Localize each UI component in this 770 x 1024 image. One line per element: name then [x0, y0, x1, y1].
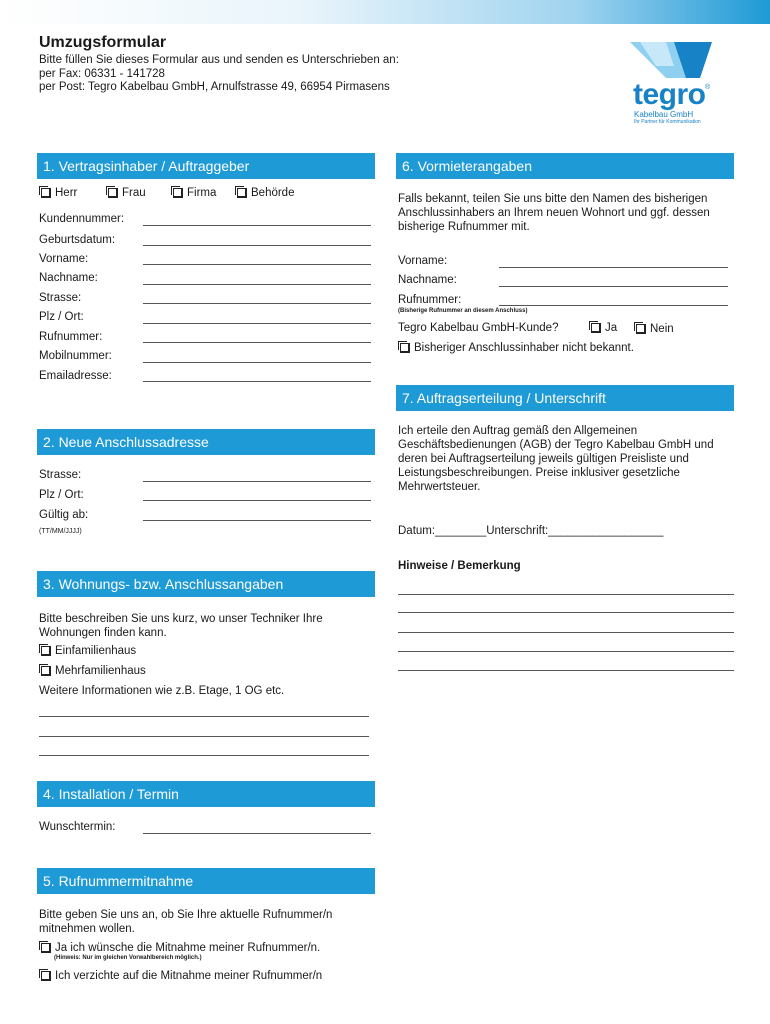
- field-kundennummer[interactable]: [143, 225, 371, 226]
- section-4-header: 4. Installation / Termin: [37, 781, 375, 807]
- intro-post: per Post: Tegro Kabelbau GmbH, Arnulfstrasse 49, 66954 Pirmasens: [39, 81, 390, 93]
- remarks-line-3[interactable]: [398, 632, 734, 633]
- checkbox-label: Behörde: [251, 187, 295, 199]
- checkbox-einfamilienhaus[interactable]: [41, 645, 136, 657]
- intro-line: Bitte füllen Sie dieses Formular aus und senden es Unterschrieben an:: [39, 54, 399, 66]
- checkbox-herr[interactable]: [41, 187, 77, 199]
- checkbox-label: Nein: [650, 323, 674, 335]
- checkbox-icon: [41, 646, 51, 656]
- label-vorname: Vorname:: [39, 253, 89, 265]
- label-kundennummer: Kundennummer:: [39, 213, 125, 225]
- field-strasse[interactable]: [143, 303, 371, 304]
- checkbox-icon: [173, 188, 183, 198]
- checkbox-label: Frau: [122, 187, 146, 199]
- checkbox-mitnahme-verzicht[interactable]: [41, 970, 322, 982]
- mitnahme-hint: (Hinweis: Nur im gleichen Vorwahlbereich möglich.): [54, 955, 202, 961]
- field-wunschtermin[interactable]: [143, 833, 371, 834]
- checkbox-label: Ja: [605, 322, 618, 334]
- remarks-line-4[interactable]: [398, 651, 734, 652]
- checkbox-label: Herr: [55, 187, 78, 199]
- logo-subtitle: Kabelbau GmbH: [634, 110, 694, 119]
- date-format-hint: (TT/MM/JJJJ): [39, 528, 82, 535]
- field-info-line-1[interactable]: [39, 716, 369, 717]
- section-3-header: 3. Wohnungs- bzw. Anschlussangaben: [37, 571, 375, 597]
- section-6-text: Falls bekannt, teilen Sie uns bitte den Namen des bisherigen Anschlussinhabers an Ihrem neuen Wohnort und ggf. dessen bisherige Rufnummer mit.: [398, 193, 710, 233]
- remarks-line-5[interactable]: [398, 670, 734, 671]
- checkbox-behoerde[interactable]: [237, 187, 294, 199]
- section-5-header: 5. Rufnummermitnahme: [37, 868, 375, 894]
- label-emailadresse: Emailadresse:: [39, 370, 112, 382]
- intro-fax: per Fax: 06331 - 141728: [39, 67, 165, 80]
- checkbox-icon: [41, 666, 51, 676]
- checkbox-icon: [591, 323, 601, 333]
- checkbox-label: Mehrfamilienhaus: [55, 665, 146, 677]
- remarks-line-2[interactable]: [398, 612, 734, 613]
- field-emailadresse[interactable]: [143, 381, 371, 382]
- checkbox-icon: [636, 324, 646, 334]
- checkbox-kunde-ja[interactable]: [591, 322, 617, 334]
- label-vormieter-nachname: Nachname:: [398, 274, 457, 286]
- logo-registered: ®: [705, 84, 711, 91]
- field-info-line-2[interactable]: [39, 736, 369, 737]
- field-vormieter-rufnummer[interactable]: [499, 305, 728, 306]
- checkbox-kunde-nein[interactable]: [636, 323, 674, 335]
- checkbox-label: Firma: [187, 187, 217, 199]
- label-plz-ort: Plz / Ort:: [39, 311, 84, 323]
- checkbox-icon: [237, 188, 247, 198]
- section-1-header: 1. Vertragsinhaber / Auftraggeber: [37, 153, 375, 179]
- field-vormieter-vorname[interactable]: [499, 267, 728, 268]
- field-neue-plz-ort[interactable]: [143, 500, 371, 501]
- label-nachname: Nachname:: [39, 272, 98, 284]
- label-neue-plz-ort: Plz / Ort:: [39, 489, 84, 501]
- section-7-text: Ich erteile den Auftrag gemäß den Allgemeinen Geschäftsbedienungen (AGB) der Tegro Kabelbau GmbH und deren bei Auftragserteilung jeweils gültigen Preisliste und Leistungsbeschreibungen. Preise inklusiver gesetzliche Mehrwertsteuer.: [398, 425, 714, 493]
- label-kunde: Tegro Kabelbau GmbH-Kunde?: [398, 322, 559, 334]
- checkbox-firma[interactable]: [173, 187, 216, 199]
- field-geburtsdatum[interactable]: [143, 245, 371, 246]
- field-neue-strasse[interactable]: [143, 481, 371, 482]
- intro-text: [39, 54, 399, 95]
- logo-tagline: Ihr Partner für Kommunikation: [634, 119, 701, 125]
- label-vormieter-vorname: Vorname:: [398, 255, 448, 267]
- remarks-heading: Hinweise / Bemerkung: [398, 560, 521, 572]
- remarks-line-1[interactable]: [398, 594, 734, 595]
- checkbox-mitnahme-ja[interactable]: [41, 942, 320, 954]
- field-info-line-3[interactable]: [39, 755, 369, 756]
- field-rufnummer[interactable]: [143, 342, 371, 343]
- signature-line[interactable]: Datum:________Unterschrift:__________________: [398, 525, 664, 537]
- label-gueltig-ab: Gültig ab:: [39, 509, 89, 521]
- weitere-info-label: Weitere Informationen wie z.B. Etage, 1 OG etc.: [39, 685, 285, 697]
- top-gradient-bar: [0, 0, 770, 24]
- checkbox-icon: [41, 971, 51, 981]
- label-neue-strasse: Strasse:: [39, 469, 82, 481]
- label-wunschtermin: Wunschtermin:: [39, 821, 116, 833]
- field-mobilnummer[interactable]: [143, 362, 371, 363]
- checkbox-label: Bisheriger Anschlussinhaber nicht bekannt.: [414, 342, 634, 354]
- rufnummer-hint: (Bisherige Rufnummer an diesem Anschluss): [398, 308, 528, 314]
- checkbox-icon: [108, 188, 118, 198]
- label-strasse: Strasse:: [39, 292, 82, 304]
- section-5-text: Bitte geben Sie uns an, ob Sie Ihre aktuelle Rufnummer/n mitnehmen wollen.: [39, 909, 333, 935]
- checkbox-mehrfamilienhaus[interactable]: [41, 665, 146, 677]
- checkbox-label: Ja ich wünsche die Mitnahme meiner Rufnummer/n.: [55, 942, 321, 954]
- logo-wordmark: tegro: [633, 78, 706, 111]
- section-7-header: 7. Auftragserteilung / Unterschrift: [396, 385, 734, 411]
- checkbox-nicht-bekannt[interactable]: [400, 342, 634, 354]
- field-vormieter-nachname[interactable]: [499, 286, 728, 287]
- checkbox-frau[interactable]: [108, 187, 146, 199]
- section-3-text: Bitte beschreiben Sie uns kurz, wo unser Techniker Ihre Wohnungen finden kann.: [39, 613, 323, 639]
- section-6-header: 6. Vormieterangaben: [396, 153, 734, 179]
- checkbox-label: Ich verzichte auf die Mitnahme meiner Rufnummer/n: [55, 970, 323, 982]
- checkbox-icon: [41, 943, 51, 953]
- section-2-header: 2. Neue Anschlussadresse: [37, 429, 375, 455]
- field-gueltig-ab[interactable]: [143, 520, 371, 521]
- field-vorname[interactable]: [143, 264, 371, 265]
- checkbox-icon: [400, 343, 410, 353]
- page-title: Umzugsformular: [39, 34, 167, 51]
- label-geburtsdatum: Geburtsdatum:: [39, 234, 116, 246]
- checkbox-icon: [41, 188, 51, 198]
- label-mobilnummer: Mobilnummer:: [39, 350, 112, 362]
- field-nachname[interactable]: [143, 284, 371, 285]
- field-plz-ort[interactable]: [143, 323, 371, 324]
- checkbox-label: Einfamilienhaus: [55, 645, 137, 657]
- label-rufnummer: Rufnummer:: [39, 331, 103, 343]
- label-vormieter-rufnummer: Rufnummer:: [398, 294, 462, 306]
